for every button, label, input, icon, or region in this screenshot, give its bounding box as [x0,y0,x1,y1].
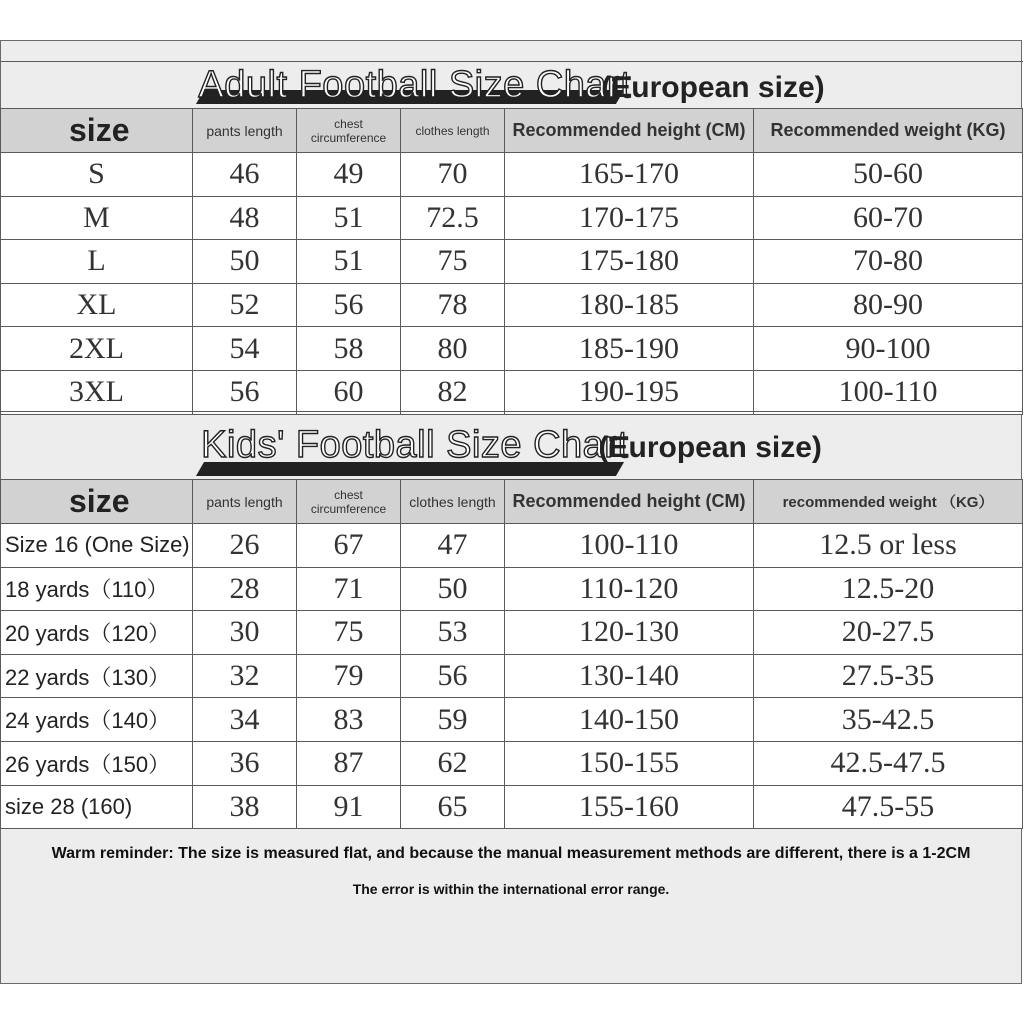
cell-clothes: 65 [401,785,505,829]
cell-clothes: 80 [401,327,505,371]
cell-size: 22 yards（130） [1,654,193,698]
header-recommended-weight: Recommended weight (KG) [754,109,1023,153]
cell-pants: 54 [193,327,297,371]
kids-chart-subtitle: (European size) [598,431,822,464]
cell-chest: 58 [297,327,401,371]
cell-weight: 35-42.5 [754,698,1023,742]
header-pants-length: pants length [193,480,297,524]
cell-size: 20 yards（120） [1,611,193,655]
cell-chest: 71 [297,567,401,611]
cell-height: 190-195 [505,370,754,414]
cell-weight: 70-80 [754,240,1023,284]
kids-header-row [1,480,1023,524]
cell-height: 165-170 [505,153,754,197]
header-recommended-height: Recommended height (CM) [505,109,754,153]
cell-pants: 26 [193,524,297,568]
cell-pants: 28 [193,567,297,611]
cell-chest: 79 [297,654,401,698]
header-recommended-weight: recommended weight （KG） [754,480,1023,524]
cell-clothes: 62 [401,741,505,785]
table-row [1,196,1023,240]
header-chest-circumference: chest circumference [297,480,401,524]
cell-weight: 90-100 [754,327,1023,371]
cell-weight: 12.5-20 [754,567,1023,611]
header-clothes-length: clothes length [401,480,505,524]
cell-weight: 20-27.5 [754,611,1023,655]
cell-height: 170-175 [505,196,754,240]
cell-clothes: 53 [401,611,505,655]
adult-title-cell [1,62,1023,109]
cell-chest: 51 [297,240,401,284]
cell-chest: 56 [297,283,401,327]
cell-size: 3XL [1,370,193,414]
table-row [1,698,1023,742]
cell-weight: 47.5-55 [754,785,1023,829]
cell-height: 150-155 [505,741,754,785]
cell-weight: 27.5-35 [754,654,1023,698]
cell-height: 100-110 [505,524,754,568]
warm-reminder-note: Warm reminder: The size is measured flat, and because the manual measurement methods are different, there is a 1-2CM [51,845,971,862]
cell-weight: 12.5 or less [754,524,1023,568]
adult-chart-subtitle: (European size) [601,70,825,104]
cell-chest: 51 [297,196,401,240]
cell-height: 155-160 [505,785,754,829]
kids-size-table [0,411,1023,829]
cell-pants: 56 [193,370,297,414]
cell-clothes: 47 [401,524,505,568]
cell-pants: 34 [193,698,297,742]
cell-pants: 48 [193,196,297,240]
cell-height: 175-180 [505,240,754,284]
cell-size: L [1,240,193,284]
table-row [1,153,1023,197]
cell-pants: 46 [193,153,297,197]
cell-size: 2XL [1,327,193,371]
cell-pants: 36 [193,741,297,785]
cell-weight: 60-70 [754,196,1023,240]
table-row [1,524,1023,568]
cell-height: 130-140 [505,654,754,698]
cell-chest: 91 [297,785,401,829]
cell-size: size 28 (160) [1,785,193,829]
table-row [1,567,1023,611]
header-size: size [1,109,193,153]
table-row [1,741,1023,785]
cell-size: Size 16 (One Size) [1,524,193,568]
header-clothes-length: clothes length [401,109,505,153]
header-recommended-height: Recommended height (CM) [505,480,754,524]
cell-clothes: 70 [401,153,505,197]
cell-chest: 67 [297,524,401,568]
cell-chest: 75 [297,611,401,655]
cell-chest: 49 [297,153,401,197]
cell-height: 185-190 [505,327,754,371]
cell-chest: 83 [297,698,401,742]
cell-size: M [1,196,193,240]
cell-size: XL [1,283,193,327]
cell-clothes: 59 [401,698,505,742]
cell-clothes: 75 [401,240,505,284]
cell-size: 26 yards（150） [1,741,193,785]
cell-weight: 100-110 [754,370,1023,414]
cell-pants: 30 [193,611,297,655]
kids-chart-title: Kids' Football Size Chart [201,424,629,466]
table-row [1,370,1023,414]
table-row [1,283,1023,327]
cell-size: 24 yards（140） [1,698,193,742]
adult-chart-title: Adult Football Size Chart [198,63,632,106]
cell-pants: 50 [193,240,297,284]
kids-title-cell [1,412,1023,480]
cell-weight: 80-90 [754,283,1023,327]
cell-pants: 38 [193,785,297,829]
header-chest-circumference: chest circumference [297,109,401,153]
cell-chest: 60 [297,370,401,414]
table-row [1,654,1023,698]
adult-header-row [1,109,1023,153]
cell-pants: 52 [193,283,297,327]
table-row [1,785,1023,829]
cell-clothes: 56 [401,654,505,698]
header-size: size [1,480,193,524]
cell-height: 110-120 [505,567,754,611]
error-range-note: The error is within the international error range. [352,881,670,897]
cell-clothes: 72.5 [401,196,505,240]
cell-pants: 32 [193,654,297,698]
cell-weight: 50-60 [754,153,1023,197]
adult-size-table [0,61,1023,415]
table-row [1,611,1023,655]
cell-clothes: 82 [401,370,505,414]
table-row [1,240,1023,284]
cell-clothes: 50 [401,567,505,611]
cell-size: 18 yards（110） [1,567,193,611]
header-pants-length: pants length [193,109,297,153]
cell-chest: 87 [297,741,401,785]
cell-height: 140-150 [505,698,754,742]
cell-size: S [1,153,193,197]
table-row [1,327,1023,371]
cell-height: 120-130 [505,611,754,655]
cell-weight: 42.5-47.5 [754,741,1023,785]
cell-height: 180-185 [505,283,754,327]
cell-clothes: 78 [401,283,505,327]
